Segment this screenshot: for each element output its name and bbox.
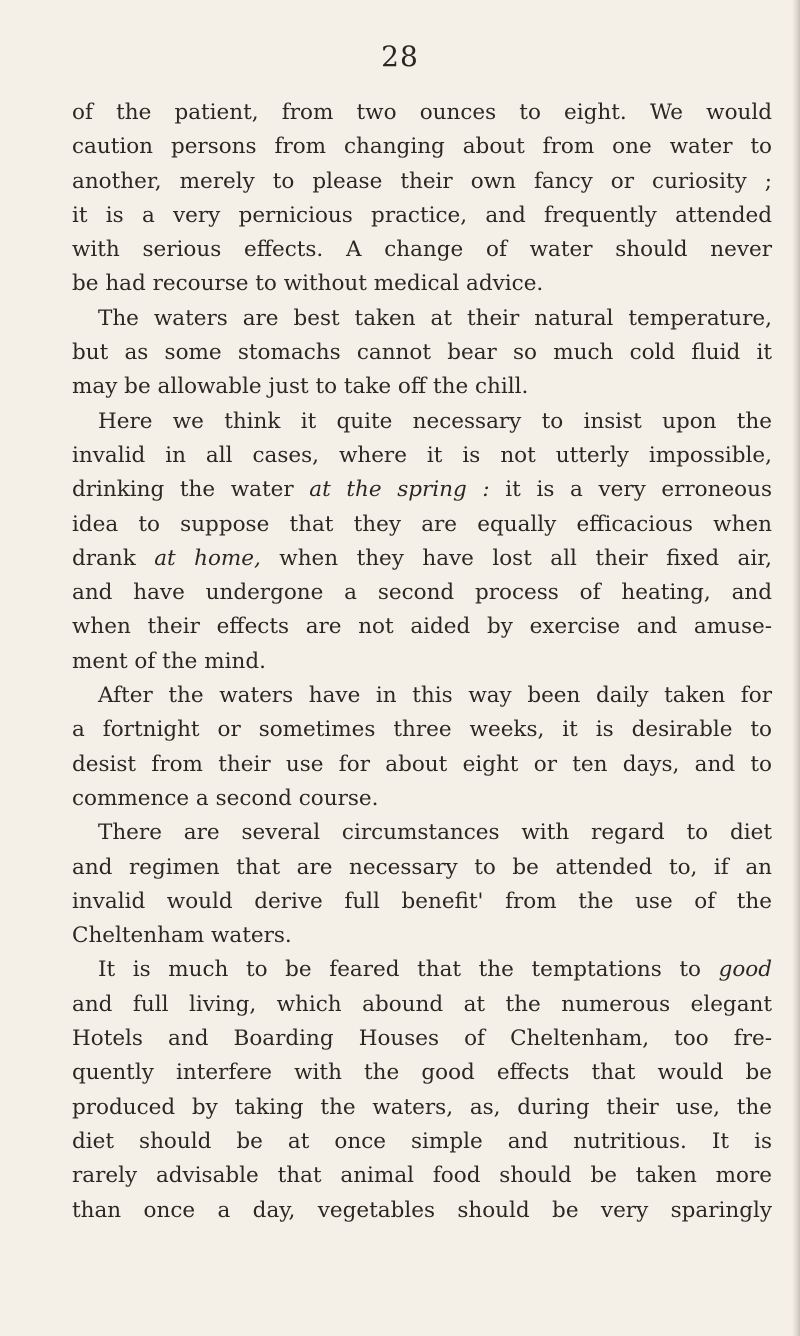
text-line: rarely advisable that animal food should be taken more: [72, 1163, 772, 1189]
text-line: invalid in all cases, where it is not utterly impossible,: [72, 442, 772, 468]
text-line: and regimen that are necessary to be attended to, if an: [72, 854, 772, 880]
text-line: idea to suppose that they are equally efficacious when: [72, 511, 772, 537]
text-line: may be allowable just to take off the chill.: [72, 374, 529, 400]
page-edge-shadow: [792, 0, 800, 1336]
page-number: 28: [381, 40, 419, 73]
text-line: invalid would derive full benefit' from the use of the: [72, 888, 772, 914]
text-line: Here we think it quite necessary to insist upon the: [98, 408, 772, 434]
text-line: The waters are best taken at their natural temperature,: [98, 305, 772, 331]
text-line: with serious effects. A change of water should never: [72, 237, 772, 263]
text-line: but as some stomachs cannot bear so much cold fluid it: [72, 340, 772, 366]
body-text: [72, 96, 772, 1228]
italic-phrase: at the spring :: [309, 477, 490, 503]
text-line: it is a very pernicious practice, and frequently attended: [72, 202, 772, 228]
text-line: commence a second course.: [72, 785, 379, 811]
text-line: Hotels and Boarding Houses of Cheltenham, too fre-: [72, 1026, 772, 1052]
text-line: diet should be at once simple and nutritious. It is: [72, 1128, 772, 1154]
text-line: quently interfere with the good effects that would be: [72, 1060, 772, 1086]
italic-phrase: good: [718, 957, 772, 983]
text-line: After the waters have in this way been daily taken for: [98, 683, 772, 709]
text-segment: when they have lost all their fixed air,: [260, 545, 772, 571]
text-line: desist from their use for about eight or ten days, and to: [72, 751, 772, 777]
text-line: a fortnight or sometimes three weeks, it is desirable to: [72, 717, 772, 743]
text-line-with-italic: [72, 953, 772, 987]
text-line: Cheltenham waters.: [72, 923, 292, 949]
text-line: another, merely to please their own fancy or curiosity ;: [72, 168, 772, 194]
text-line: and full living, which abound at the numerous elegant: [72, 991, 772, 1017]
text-segment: drinking the water: [72, 477, 310, 503]
text-line: than once a day, vegetables should be very sparingly: [72, 1197, 772, 1223]
text-line: and have undergone a second process of heating, and: [72, 580, 772, 606]
text-line: produced by taking the waters, as, during their use, the: [72, 1094, 772, 1120]
text-segment: drank: [72, 545, 155, 571]
text-segment: it is a very erroneous: [489, 477, 772, 503]
text-segment: It is much to be feared that the temptations to: [98, 957, 719, 983]
text-line: There are several circumstances with regard to diet: [98, 820, 772, 846]
italic-phrase: at home,: [154, 545, 261, 571]
text-line: ment of the mind.: [72, 648, 266, 674]
text-line: of the patient, from two ounces to eight. We would: [72, 100, 772, 125]
text-line: caution persons from changing about from one water to: [72, 134, 772, 160]
text-line: be had recourse to without medical advice.: [72, 271, 544, 297]
text-line-with-italic: [72, 542, 772, 576]
text-line: when their effects are not aided by exercise and amuse-: [72, 614, 772, 640]
text-line-with-italic: [72, 473, 772, 507]
